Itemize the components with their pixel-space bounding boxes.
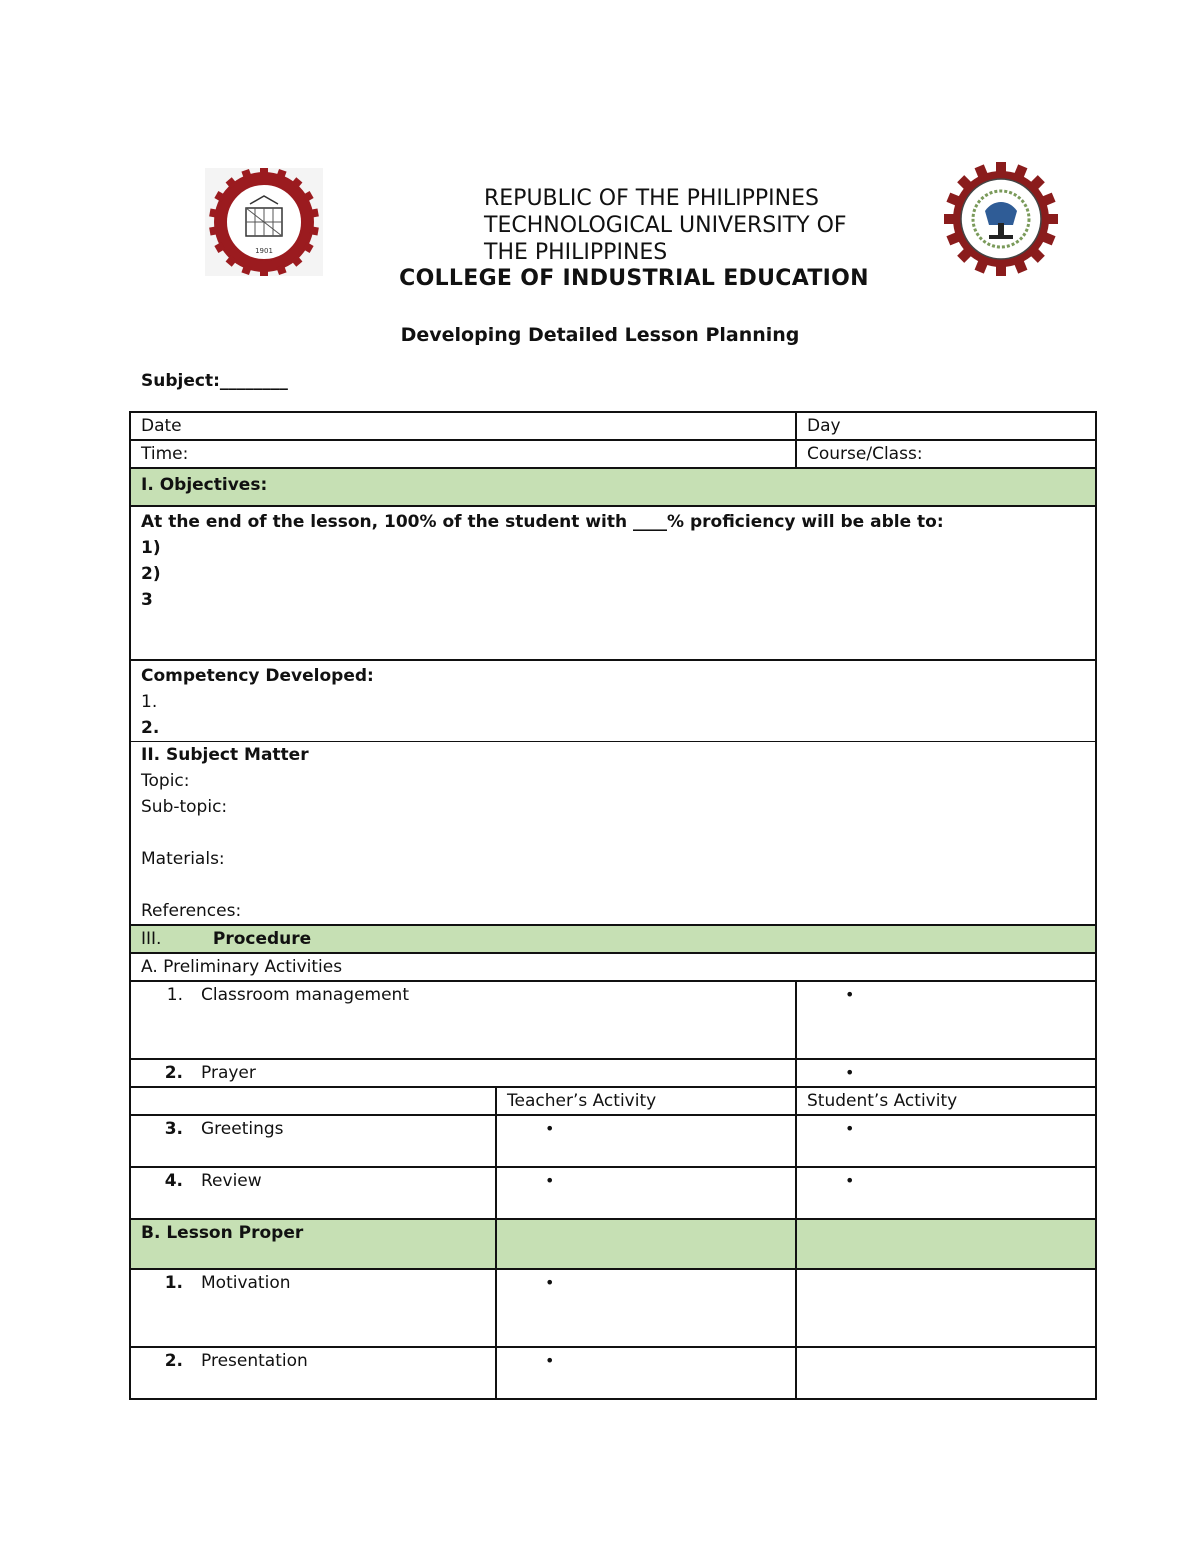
lesson-plan-table — [129, 411, 1097, 1400]
bullet: • — [545, 1351, 555, 1370]
bullet: • — [545, 1273, 555, 1292]
svg-text:1901: 1901 — [255, 247, 273, 255]
presentation-student-cell — [796, 1347, 1096, 1399]
competency-item: 1. — [141, 692, 158, 712]
step-presentation: 2. Presentation — [130, 1347, 496, 1399]
subject-matter-section — [130, 742, 1096, 926]
motivation-teacher-cell — [496, 1269, 796, 1347]
step-greetings: 3. Greetings — [130, 1115, 496, 1167]
procedure-label: Procedure — [212, 929, 312, 949]
date-cell: Date — [130, 412, 796, 440]
presentation-teacher-cell — [496, 1347, 796, 1399]
student-activity-header: Student’s Activity — [796, 1087, 1096, 1115]
university-seal-logo — [205, 168, 323, 276]
bullet: • — [845, 1119, 855, 1138]
references-label: References: — [141, 901, 242, 921]
review-teacher-cell — [496, 1167, 796, 1219]
objectives-body — [130, 506, 1096, 660]
subtopic-label: Sub-topic: — [141, 797, 228, 817]
greetings-teacher-cell — [496, 1115, 796, 1167]
college-title: COLLEGE OF INDUSTRIAL EDUCATION — [399, 266, 869, 291]
step-motivation: 1. Motivation — [130, 1269, 496, 1347]
procedure-number: III. — [141, 929, 162, 949]
blank-header-cell — [130, 1087, 496, 1115]
date-row — [130, 412, 1096, 440]
topic-label: Topic: — [141, 771, 190, 791]
competency-item: 2. — [141, 718, 160, 738]
greetings-student-cell — [796, 1115, 1096, 1167]
activity-header-row — [130, 1087, 1096, 1115]
step-classroom-management: 1. Classroom management — [130, 981, 796, 1059]
lesson-proper-student-cell — [796, 1219, 1096, 1269]
review-student-cell — [796, 1167, 1096, 1219]
bullet: • — [845, 1171, 855, 1190]
document-title: Developing Detailed Lesson Planning — [400, 324, 800, 346]
course-cell: Course/Class: — [796, 440, 1096, 468]
step-review: 4. Review — [130, 1167, 496, 1219]
procedure-header — [130, 925, 1096, 953]
bullet: • — [845, 985, 855, 1004]
competency-header: Competency Developed: — [141, 666, 374, 686]
prayer-student-cell — [796, 1059, 1096, 1087]
university-header — [484, 185, 847, 266]
competency-section — [130, 660, 1096, 742]
bullet: • — [545, 1119, 555, 1138]
lesson-proper-header: B. Lesson Proper — [130, 1219, 496, 1269]
bullet: • — [845, 1063, 855, 1082]
bullet: • — [545, 1171, 555, 1190]
materials-label: Materials: — [141, 849, 225, 869]
time-row — [130, 440, 1096, 468]
objectives-intro: At the end of the lesson, 100% of the student with ____% proficiency will be able to: — [141, 512, 944, 532]
subject-field: Subject:________ — [141, 371, 288, 391]
day-cell: Day — [796, 412, 1096, 440]
objective-item: 3 — [141, 590, 153, 610]
lesson-proper-teacher-cell — [496, 1219, 796, 1269]
college-seal-logo — [944, 162, 1058, 276]
objective-item: 1) — [141, 538, 161, 558]
university-line-1: TECHNOLOGICAL UNIVERSITY OF — [484, 213, 847, 238]
motivation-student-cell — [796, 1269, 1096, 1347]
university-line-2: THE PHILIPPINES — [484, 240, 668, 265]
preliminary-activities: A. Preliminary Activities — [130, 953, 1096, 981]
objectives-header: I. Objectives: — [130, 468, 1096, 506]
time-cell: Time: — [130, 440, 796, 468]
subject-matter-header: II. Subject Matter — [141, 745, 309, 765]
republic-line: REPUBLIC OF THE PHILIPPINES — [484, 186, 819, 211]
step-prayer: 2. Prayer — [130, 1059, 796, 1087]
teacher-activity-header: Teacher’s Activity — [496, 1087, 796, 1115]
objective-item: 2) — [141, 564, 161, 584]
classroom-student-cell — [796, 981, 1096, 1059]
